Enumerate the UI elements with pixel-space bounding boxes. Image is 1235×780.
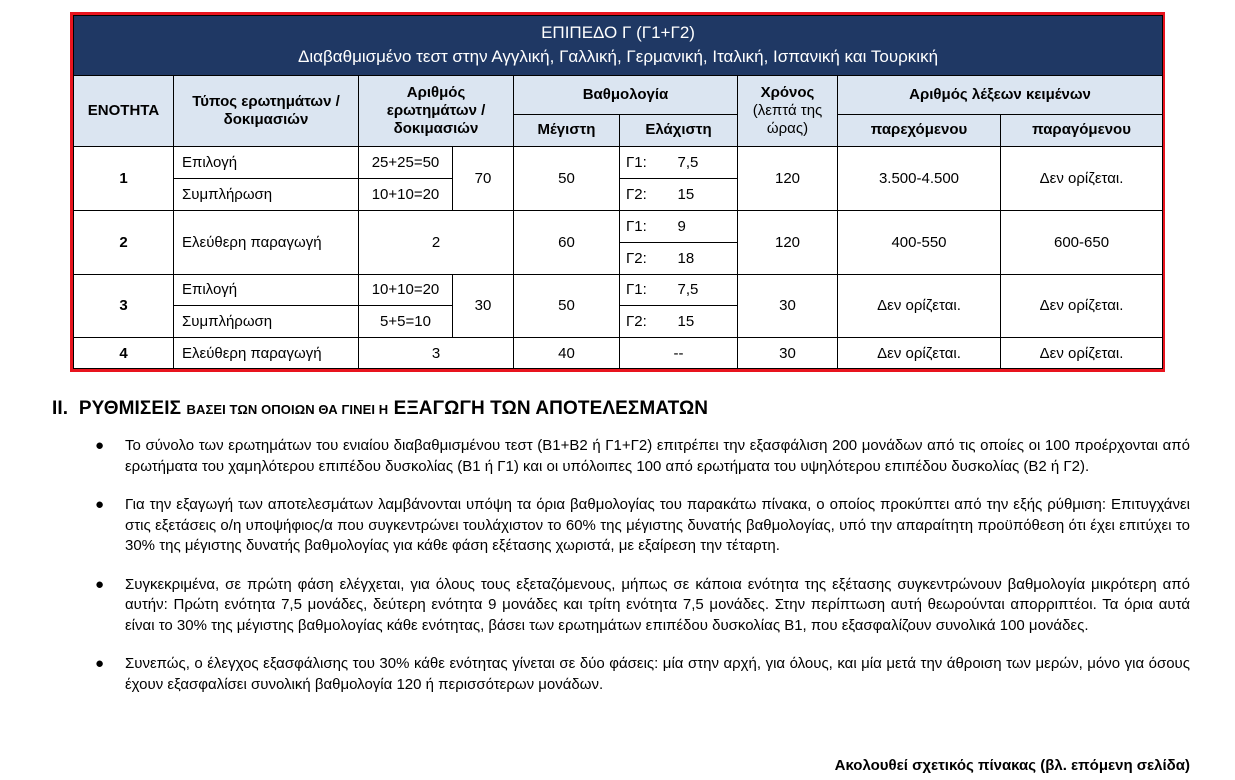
level-c-table-frame	[70, 12, 1165, 372]
min-value-g1: 7,5	[668, 147, 738, 179]
unit-cell: 2	[74, 210, 174, 274]
count-cell: 3	[359, 338, 514, 369]
min-label-g1: Γ1:	[620, 210, 668, 242]
level-c-table	[73, 15, 1163, 369]
given-cell: Δεν ορίζεται.	[838, 274, 1001, 338]
min-label-g2: Γ2:	[620, 242, 668, 274]
max-cell: 40	[514, 338, 620, 369]
list-item	[95, 575, 1190, 637]
table-row	[74, 210, 1163, 242]
min-label-g1: Γ1:	[620, 147, 668, 179]
min-value-g2: 15	[668, 179, 738, 211]
min-value-g2: 18	[668, 242, 738, 274]
header-time-label: Χρόνος	[760, 83, 815, 101]
table-row	[74, 274, 1163, 306]
type-cell: Επιλογή	[174, 147, 359, 179]
produced-cell: Δεν ορίζεται.	[1001, 338, 1163, 369]
count-total-cell: 70	[453, 147, 514, 211]
produced-cell: Δεν ορίζεται.	[1001, 147, 1163, 211]
header-given: παρεχόμενου	[838, 114, 1001, 147]
produced-cell: 600-650	[1001, 210, 1163, 274]
table-row	[74, 147, 1163, 179]
min-label-g1: Γ1:	[620, 274, 668, 306]
unit-cell: 4	[74, 338, 174, 369]
section-number: II.	[52, 398, 69, 419]
list-item-text: Συνεπώς, ο έλεγχος εξασφάλισης του 30% κάθε ενότητας γίνεται σε δύο φάσεις: μία στην αρχή, για όλους, και μία μετά την άθροιση των μερών, μόνο για όσους έχουν εξασφαλίσει συνολική βαθμολογία 120 ή περισσότερων μονάδων.	[125, 655, 1190, 693]
min-value-g1: 9	[668, 210, 738, 242]
count-cell: 10+10=20	[359, 274, 453, 306]
header-min: Ελάχιστη	[620, 114, 738, 147]
type-cell: Επιλογή	[174, 274, 359, 306]
given-cell: 400-550	[838, 210, 1001, 274]
min-value-g1: 7,5	[668, 274, 738, 306]
footer-note: Ακολουθεί σχετικός πίνακας (βλ. επόμενη σελίδα)	[834, 757, 1190, 774]
given-cell: 3.500-4.500	[838, 147, 1001, 211]
count-cell: 10+10=20	[359, 179, 453, 211]
list-item	[95, 654, 1190, 695]
list-item	[95, 436, 1190, 477]
list-item	[95, 495, 1190, 557]
list-item-text: Για την εξαγωγή των αποτελεσμάτων λαμβάνονται υπόψη τα όρια βαθμολογίας του παρακάτω πίνακα, ο οποίος προκύπτει από την εξής ρύθμιση: Επιτυγχάνει στις εξετάσεις ο/η υποψήφιος/α που συγκεντρώνει τουλάχιστον το 60% της μέγιστης δυνατής βαθμολογίας, υπό την απαραίτητη προϋπόθεση ότι έχει επιτύχει το 30% της μέγιστης δυνατής βαθμολογίας για κάθε φάση εξέτασης χωριστά, με εξαίρεση την τέταρτη.	[125, 496, 1190, 554]
header-produced: παραγόμενου	[1001, 114, 1163, 147]
min-label-g2: Γ2:	[620, 179, 668, 211]
section-heading	[52, 398, 708, 420]
type-cell: Ελεύθερη παραγωγή	[174, 210, 359, 274]
time-cell: 120	[738, 210, 838, 274]
list-item-text: Συγκεκριμένα, σε πρώτη φάση ελέγχεται, για όλους τους εξεταζόμενους, μήπως σε κάποια ενότητα της εξέτασης συγκεντρώνουν βαθμολογία μικρότερη από αυτήν: Πρώτη ενότητα 7,5 μονάδες, δεύτερη ενότητα 9 μονάδες και τρίτη ενότητα 7,5 μονάδες. Στην περίπτωση αυτή θεωρούνται απορριπτέοι. Τα όρια αυτά είναι το 30% της μέγιστης βαθμολογίας κάθε ενότητας, βάσει των ερωτημάτων επιπέδου δυσκολίας Β1, που εξασφαλίζουν συνολικά 100 μονάδες.	[125, 575, 1190, 634]
header-time	[738, 75, 838, 147]
section-title-a: ΡΥΘΜΙΣΕΙΣ	[78, 398, 182, 419]
produced-cell: Δεν ορίζεται.	[1001, 274, 1163, 338]
header-grading: Βαθμολογία	[514, 75, 738, 114]
type-cell: Ελεύθερη παραγωγή	[174, 338, 359, 369]
header-words: Αριθμός λέξεων κειμένων	[838, 75, 1163, 114]
header-unit: ΕΝΟΤΗΤΑ	[74, 75, 174, 147]
bullet-icon: ●	[95, 496, 105, 513]
unit-cell: 1	[74, 147, 174, 211]
time-cell: 30	[738, 338, 838, 369]
header-time-sub: (λεπτά της ώρας)	[752, 101, 823, 137]
time-cell: 120	[738, 147, 838, 211]
min-cell: --	[620, 338, 738, 369]
min-label-g2: Γ2:	[620, 306, 668, 338]
count-cell: 5+5=10	[359, 306, 453, 338]
max-cell: 50	[514, 147, 620, 211]
table-title-line1: ΕΠΙΠΕΔΟ Γ (Γ1+Γ2)	[541, 23, 695, 43]
table-title	[74, 16, 1163, 76]
header-type: Τύπος ερωτημάτων / δοκιμασιών	[174, 75, 359, 147]
unit-cell: 3	[74, 274, 174, 338]
max-cell: 50	[514, 274, 620, 338]
count-cell: 25+25=50	[359, 147, 453, 179]
given-cell: Δεν ορίζεται.	[838, 338, 1001, 369]
type-cell: Συμπλήρωση	[174, 179, 359, 211]
type-cell: Συμπλήρωση	[174, 306, 359, 338]
table-row	[74, 338, 1163, 369]
header-count: Αριθμός ερωτημάτων / δοκιμασιών	[359, 75, 514, 147]
count-total-cell: 30	[453, 274, 514, 338]
header-max: Μέγιστη	[514, 114, 620, 147]
rules-list	[95, 436, 1190, 713]
bullet-icon: ●	[95, 437, 105, 454]
section-title-b: ΒΑΣΕΙ ΤΩΝ ΟΠΟΙΩΝ ΘΑ ΓΙΝΕΙ Η	[186, 402, 389, 417]
time-cell: 30	[738, 274, 838, 338]
table-title-line2: Διαβαθμισμένο τεστ στην Αγγλική, Γαλλική, Γερμανική, Ιταλική, Ισπανική και Τουρκική	[298, 47, 939, 67]
section-title-c: ΕΞΑΓΩΓΗ ΤΩΝ ΑΠΟΤΕΛΕΣΜΑΤΩΝ	[393, 398, 709, 419]
list-item-text: Το σύνολο των ερωτημάτων του ενιαίου διαβαθμισμένου τεστ (Β1+Β2 ή Γ1+Γ2) επιτρέπει την εξασφάλιση 200 μονάδων από τις οποίες οι 100 προέρχονται από ερωτήματα του χαμηλότερου επιπέδου δυσκολίας (Β1 ή Γ1) και οι υπόλοιπες 100 από ερωτήματα του υψηλότερου επιπέδου δυσκολίας (Β2 ή Γ2).	[125, 437, 1190, 475]
max-cell: 60	[514, 210, 620, 274]
bullet-icon: ●	[95, 575, 105, 593]
bullet-icon: ●	[95, 655, 105, 672]
count-cell: 2	[359, 210, 514, 274]
min-value-g2: 15	[668, 306, 738, 338]
